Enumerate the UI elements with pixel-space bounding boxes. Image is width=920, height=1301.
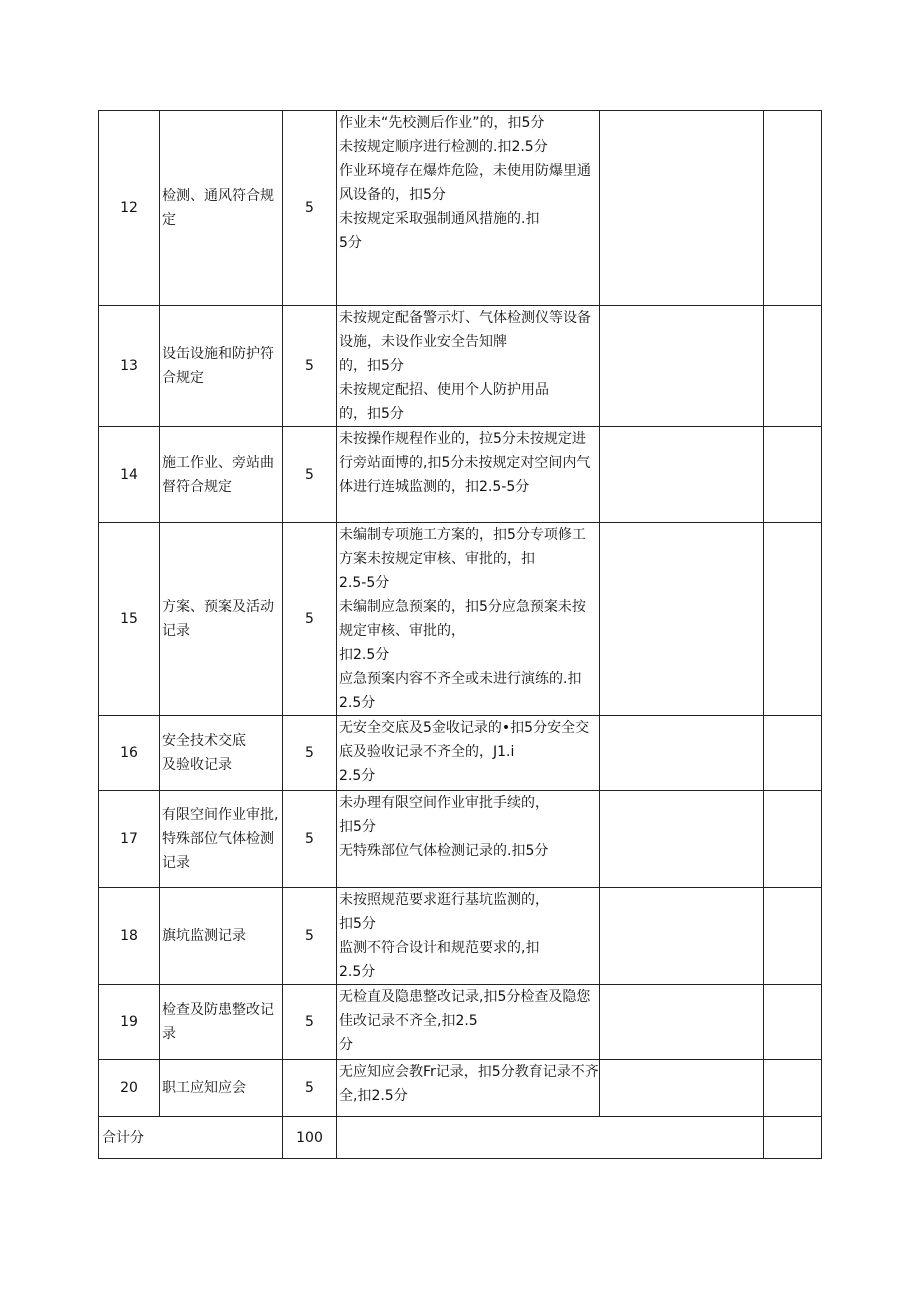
total-deduction-cell (337, 1117, 764, 1159)
deduction-criteria: 未办理有限空间作业审批手续的， 扣5分 无特殊部位气体检测记录的.扣5分 (337, 791, 600, 888)
table-row (99, 427, 822, 523)
row-score: 5 (283, 888, 337, 985)
table-row (99, 111, 822, 306)
total-label: 合计分 (99, 1117, 283, 1159)
deduction-criteria: 无检直及隐患整改记录,扣5分检查及隐您佳改记录不齐全,扣2.5 分 (337, 985, 600, 1060)
deduction-cell (600, 985, 764, 1060)
row-score: 5 (283, 1060, 337, 1117)
total-result-cell (764, 1117, 822, 1159)
row-score: 5 (283, 791, 337, 888)
row-score: 5 (283, 427, 337, 523)
deduction-criteria: 未按操作规程作业的，拉5分未按规定进行旁站面博的,扣5分未按规定对空间内气体进行连城监测的，扣2.5-5分 (337, 427, 600, 523)
check-item: 有限空间作业审批,特殊部位气体检测记录 (160, 791, 283, 888)
table-row (99, 306, 822, 427)
result-cell (764, 1060, 822, 1117)
check-item: 方案、预案及活动记录 (160, 523, 283, 716)
table-row (99, 888, 822, 985)
table-row (99, 791, 822, 888)
row-number: 13 (99, 306, 160, 427)
deduction-cell (600, 791, 764, 888)
row-score: 5 (283, 306, 337, 427)
result-cell (764, 111, 822, 306)
deduction-criteria: 未按规定配备警示灯、气体检测仪等设备设施，未设作业安全告知牌 的，扣5分 未按规定配招、使用个人防护用品 的，扣5分 (337, 306, 600, 427)
inspection-table (98, 110, 822, 1159)
deduction-criteria: 作业未“先校测后作业”的，扣5分 未按规定顺序进行检测的.扣2.5分 作业环境存在爆炸危险，未使用防爆里通风设备的，扣5分 未按规定采取强制通风措施的.扣 5分 (337, 111, 600, 306)
check-item: 旗坑监测记录 (160, 888, 283, 985)
result-cell (764, 523, 822, 716)
result-cell (764, 716, 822, 791)
deduction-cell (600, 1060, 764, 1117)
table-row (99, 716, 822, 791)
deduction-cell (600, 306, 764, 427)
check-item: 检测、通风符合规定 (160, 111, 283, 306)
check-item: 职工应知应会 (160, 1060, 283, 1117)
deduction-cell (600, 888, 764, 985)
row-score: 5 (283, 716, 337, 791)
deduction-criteria: 未编制专项施工方案的，扣5分专项修工方案未按规定审核、审批的，扣 2.5-5分 未编制应急预案的，扣5分应急预案未按规定审核、审批的， 扣2.5分 应急预案内容不齐全或未进行演练的.扣2.5分 (337, 523, 600, 716)
row-number: 19 (99, 985, 160, 1060)
table-row (99, 985, 822, 1060)
deduction-cell (600, 111, 764, 306)
check-item: 设缶设施和防护符合规定 (160, 306, 283, 427)
total-row (99, 1117, 822, 1159)
table-row (99, 1060, 822, 1117)
row-score: 5 (283, 523, 337, 716)
total-score: 100 (283, 1117, 337, 1159)
row-number: 20 (99, 1060, 160, 1117)
check-item: 施工作业、旁站曲督符合规定 (160, 427, 283, 523)
result-cell (764, 306, 822, 427)
deduction-criteria: 无应知应会教Fr记录，扣5分教育记录不齐全,扣2.5分 (337, 1060, 600, 1117)
row-number: 14 (99, 427, 160, 523)
result-cell (764, 888, 822, 985)
check-item: 检查及防患整改记录 (160, 985, 283, 1060)
check-item: 安全技术交底 及验收记录 (160, 716, 283, 791)
deduction-cell (600, 523, 764, 716)
deduction-criteria: 无安全交底及5金收记录的•扣5分安全交底及验收记录不齐全的，J1.i 2.5分 (337, 716, 600, 791)
table-row (99, 523, 822, 716)
row-score: 5 (283, 985, 337, 1060)
row-number: 17 (99, 791, 160, 888)
deduction-cell (600, 716, 764, 791)
table-body (99, 111, 822, 1159)
row-number: 15 (99, 523, 160, 716)
row-number: 16 (99, 716, 160, 791)
result-cell (764, 985, 822, 1060)
row-score: 5 (283, 111, 337, 306)
result-cell (764, 427, 822, 523)
result-cell (764, 791, 822, 888)
deduction-criteria: 未按照规范要求逛行基坑监测的， 扣5分 监测不符合设计和规范要求的,扣 2.5分 (337, 888, 600, 985)
row-number: 12 (99, 111, 160, 306)
deduction-cell (600, 427, 764, 523)
row-number: 18 (99, 888, 160, 985)
